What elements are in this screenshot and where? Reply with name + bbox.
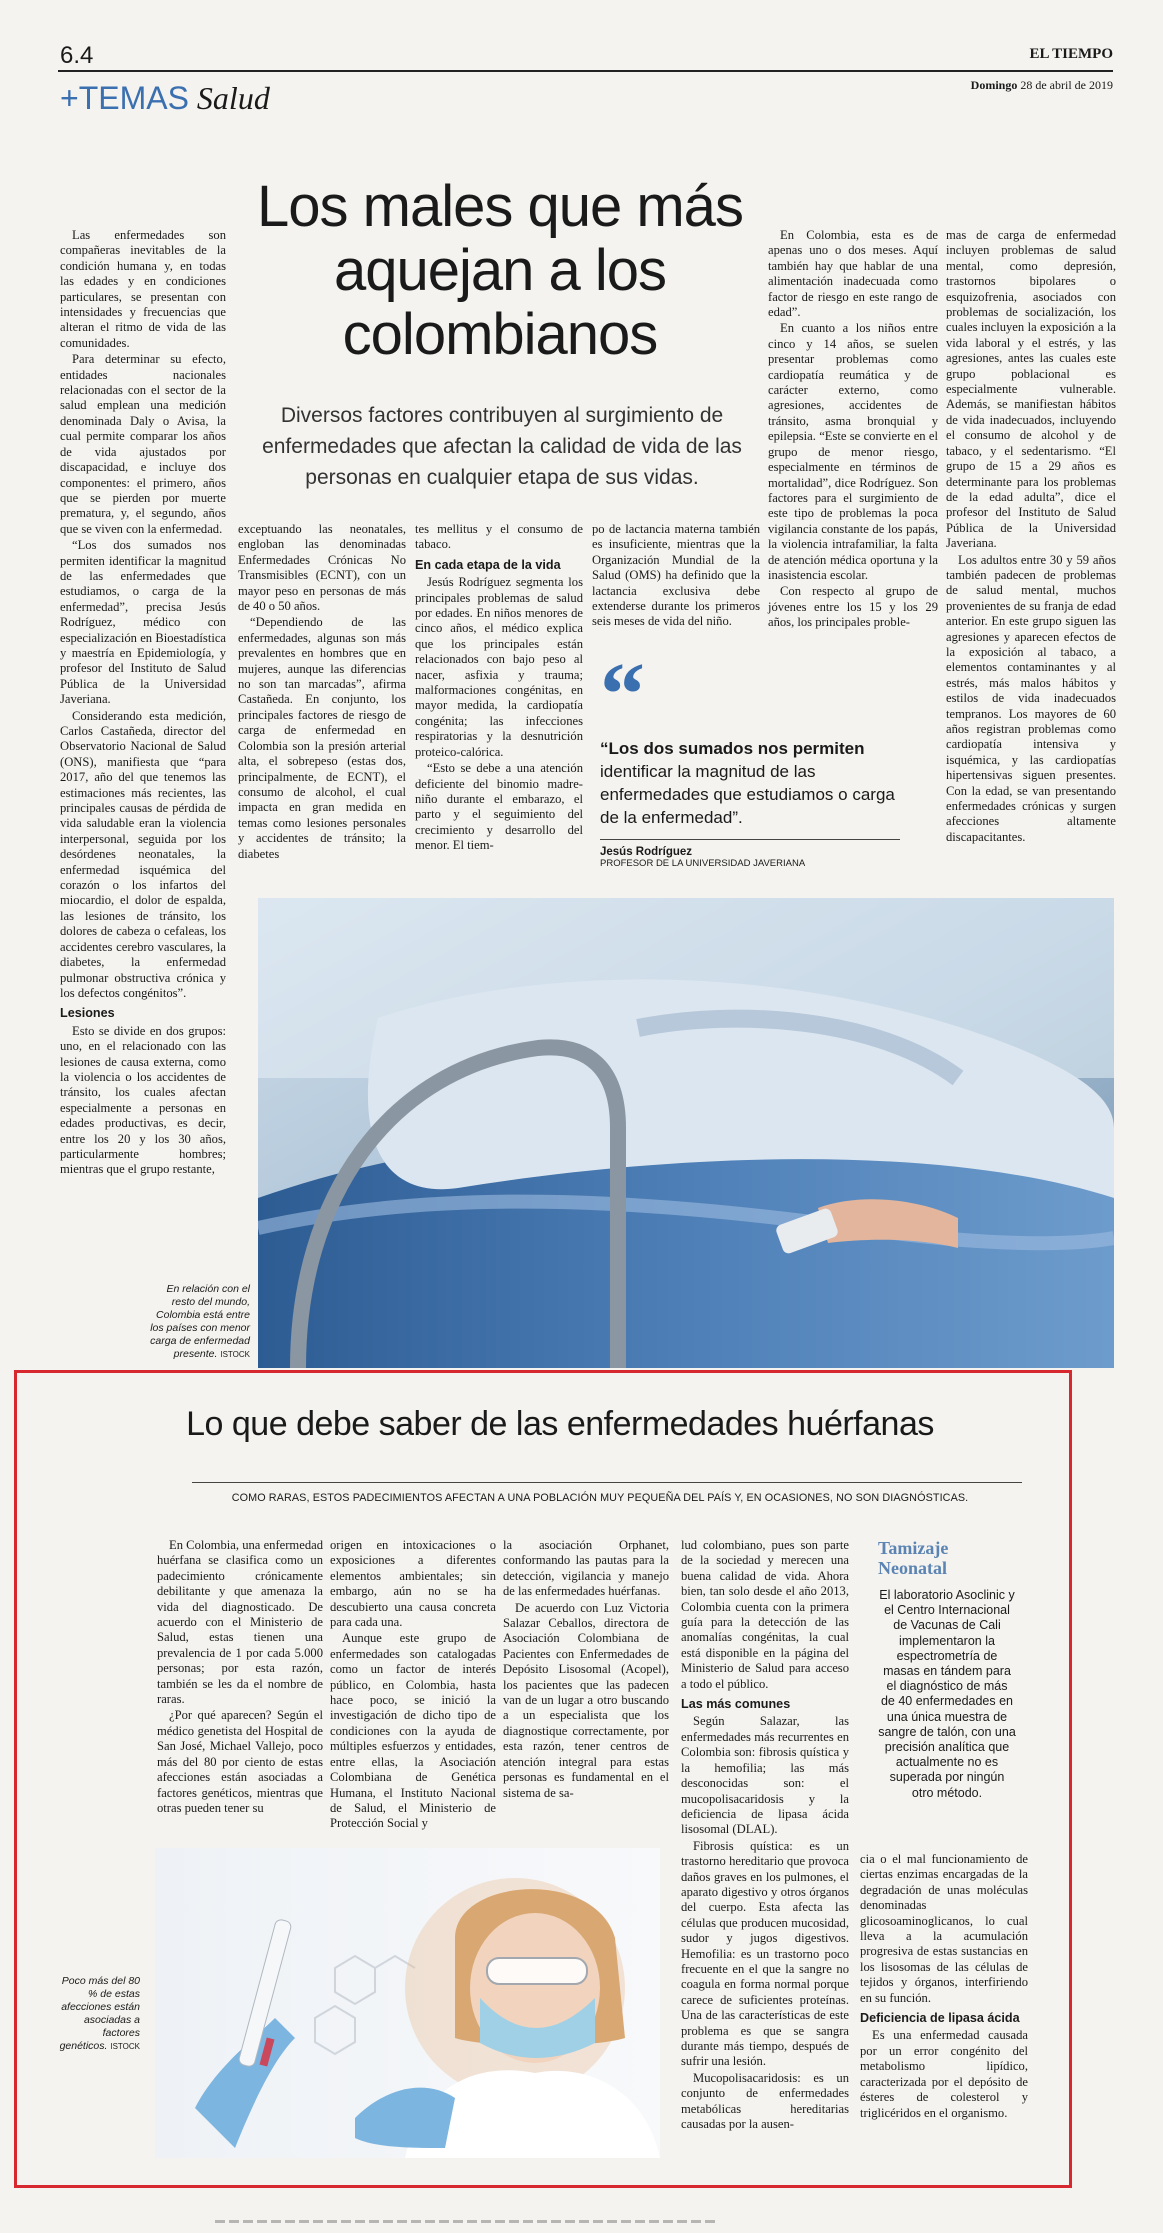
paragraph: Para determinar su efecto, entidades nacionales relacionadas con el sector de la salud emplean una medición denominada Daly o Avisa, la cual permite comparar los años de vida ajustados por discapacidad, e incluye dos componentes: el primero, años que se pierden por muerte prematura, y, el segundo, años que se viven con la enfermedad. [60, 352, 226, 536]
pull-quote [600, 645, 915, 869]
paragraph: Mucopolisacaridosis: es un conjunto de enfermedades metabólicas hereditarias causadas por la ausen- [681, 2070, 849, 2132]
paragraph: mas de carga de enfermedad incluyen problemas de salud mental, como depresión, trastornos bipolares o esquizofrenia, asociados con problemas de socialización, los cuales incluyen la exposición a la vida laboral y el estrés, y las agresiones, antes las cuales este grupo poblacional es especialmente vulnerable. Además, se manifiestan hábitos de vida inadecuados, incluyendo el consumo de alcohol y de tabaco, y el sedentarismo. “El grupo de 15 a 29 años es determinante para los problemas de la edad adulta”, dice el profesor del Instituto de Salud Pública de la Universidad Javeriana. [946, 228, 1116, 551]
subheading: En cada etapa de la vida [415, 557, 561, 572]
page-bottom-bleed [215, 2220, 715, 2223]
quote-mark-icon: “ [600, 645, 645, 744]
paragraph: cia o el mal funcionamiento de ciertas enzimas encargadas de la degradación de unas moléculas denominadas glicosoaminoglicanos, lo cual lleva a la acumulación progresiva de estas sustancias en los lisosomas de las células de tejidos y órganos, interfiriendo en su función. [860, 1852, 1028, 2005]
date-day: Domingo [970, 78, 1018, 92]
photo-caption [150, 1283, 250, 1361]
paragraph: lud colombiano, pues son parte de la sociedad y merecen una buena calidad de vida. Ahora bien, tan solo desde el año 2013, Colombia cuenta con la primera guía para la detección de las anomalías congénitas, la cual está disponible en la página del Ministerio de Salud para acceso a todo el público. [681, 1538, 849, 1691]
photo-caption [52, 1975, 140, 2053]
paragraph: exceptuando las neonatales, engloban las denominadas Enfermedades Crónicas No Transmisibles (ECNT), con un mayor peso en personas de más de 40 o 50 años. [238, 522, 406, 614]
subheading: Lesiones [60, 1006, 115, 1021]
paragraph: “Los dos sumados nos permiten identificar la magnitud de las enfermedades que estudiamos, o carga de la enfermedad”, precisa Jesús Rodríguez, médico con especialización en Bioestadística y maestría en Epidemiología, y profesor del Instituto de Salud Pública de la Universidad Javeriana. [60, 538, 226, 707]
sidebar-box [878, 1538, 1016, 1801]
paragraph: la asociación Orphanet, conformando las pautas para la detección, vigilancia y manejo de las enfermedades huérfanas. [503, 1538, 669, 1599]
paragraph: Considerando esta medición, Carlos Castañeda, director del Observatorio Nacional de Salud (ONS), manifiesta que “para 2017, año del que tenemos las estimaciones más recientes, las principales causas de pérdida de vida saludable eran la violencia interpersonal, seguida por los desórdenes neonatales, la enfermedad isquémica del corazón o los infartos del miocardio, el dolor de espalda, las lesiones de tránsito, los dolores de cabeza o cefaleas, los accidentes cerebro vasculares, la diabetes, la enfermedad pulmonar obstructiva crónica y los defectos congénitos”. [60, 708, 226, 1000]
paragraph: De acuerdo con Luz Victoria Salazar Ceballos, directora de Asociación Colombiana de Pacientes con Enfermedades de Depósito Lisosomal (Acopel), los pacientes que las padecen van de un lugar a otro buscando a un especialista que los diagnostique correctamente, por esta razón, tener centros de atención integral para estas personas es fundamental en el sistema de sa- [503, 1600, 669, 1800]
box-column-4 [681, 1538, 849, 2133]
box-deck: COMO RARAS, ESTOS PADECIMIENTOS AFECTAN A UNA POBLACIÓN MUY PEQUEÑA DEL PAÍS Y, EN OCASIONES, NO SON DIAGNÓSTICAS. [231, 1492, 969, 1504]
quote-author: Jesús Rodríguez [600, 846, 693, 858]
paragraph: Las enfermedades son compañeras inevitables de la condición humana y, en todas las edades y en condiciones particulares, se presentan con intensidades y frecuencias que alteran el ritmo de vida de las comunidades. [60, 228, 226, 350]
lab-researcher-photo [155, 1848, 660, 2158]
article-column-1 [60, 228, 226, 1179]
article-deck: Diversos factores contribuyen al surgimiento de enfermedades que afectan la calidad de vida de las personas en cualquier etapa de sus vidas. [262, 404, 742, 489]
paragraph: En Colombia, una enfermedad huérfana se clasifica como un padecimiento crónicamente debilitante y que amenaza la vida del diagnosticado. De acuerdo con el Ministerio de Salud, estas tienen una prevalencia de 1 por cada 5.000 personas; por esta razón, también se les da el nombre de raras. [157, 1538, 323, 1707]
quote-line-1: “Los dos sumados nos permiten [600, 739, 865, 758]
section-label [60, 80, 270, 117]
box-column-1 [157, 1538, 323, 1817]
paragraph: Fibrosis quística: es un trastorno hereditario que provoca daños graves en los pulmones, el aparato digestivo y otros órganos del cuerpo. Esta afecta las células que producen mucosidad, sudor y jugos digestivos. Hemofilia: es un trastorno poco frecuente en el que la sangre no coagula en forma normal porque carece de suficientes proteínas. Una de las características de este problema es que se sangra durante más tiempo, después de sufrir una lesión. [681, 1838, 849, 2069]
paragraph: “Esto se debe a una atención deficiente del binomio madre-niño durante el embarazo, el parto y el seguimiento del crecimiento y desarrollo del menor. El tiem- [415, 761, 583, 853]
article-column-2 [238, 522, 406, 863]
box-column-3 [503, 1538, 669, 1802]
paragraph: Según Salazar, las enfermedades más recurrentes en Colombia son: fibrosis quística y la hemofilia; las más desconocidas son: el mucopolisacaridosis y la deficiencia de lipasa ácida lisosomal (DLAL). [681, 1714, 849, 1837]
paragraph: Aunque este grupo de enfermedades son catalogadas como un factor de interés público, en Colombia, hasta hace poco, se inició la investigación de dicho tipo de condiciones con la ayuda de múltiples esfuerzos y entidades, entre ellas, la Asociación Colombiana de Genética Humana, el Instituto Nacional de Salud, el Ministerio de Protección Social y [330, 1631, 496, 1831]
photo-credit: ISTOCK [220, 1350, 250, 1359]
quote-role: PROFESOR DE LA UNIVERSIDAD JAVERIANA [600, 858, 806, 869]
date-line [971, 78, 1113, 93]
paragraph: Con respecto al grupo de jóvenes entre los 15 y los 29 años, los principales proble- [768, 584, 938, 630]
quote-rule [600, 839, 900, 840]
subheading: Deficiencia de lipasa ácida [860, 2011, 1020, 2026]
paragraph: Los adultos entre 30 y 59 años también padecen de problemas de salud mental, muchos provenientes de su franja de edad anterior. En este grupo siguen las agresiones y aparecen efectos de la exposición al tabaco, a elementos contaminantes y al estrés, más malos hábitos y estilos de vida inadecuados tempranos. Los mayores de 60 años registran problemas como cardiopatía intensiva y isquémica, y las cardiopatías hipertensivas siguen presentes. Con la edad, se van presentando enfermedades crónicas y surgen afecciones altamente discapacitantes. [946, 552, 1116, 844]
paragraph: po de lactancia materna también es insuficiente, mientras que la Organización Mundial de la Salud (OMS) ha definido que la lactancia exclusiva debe extenderse durante los primeros seis meses de vida del niño. [592, 522, 760, 629]
paragraph: Jesús Rodríguez segmenta los principales problemas de salud por edades. En niños menores de cinco años, el médico explica que los principales están relacionados con bajo peso al nacer, asfixia y trauma; malformaciones congénitas, en mayor medida, la cardiopatía congénita; las infecciones respiratorias y la desnutrición proteico-calórica. [415, 575, 583, 759]
article-column-3 [415, 522, 583, 855]
newspaper-name: EL TIEMPO [1029, 46, 1113, 62]
top-rule [58, 70, 1113, 72]
caption-text: En relación con el resto del mundo, Colombia está entre los países con menor carga de enfermedad presente. [150, 1283, 250, 1360]
paragraph: Es una enfermedad causada por un error congénito del metabolismo lipídico, caracterizada por el depósito de ésteres de colesterol y triglicéridos en el organismo. [860, 2028, 1028, 2120]
paragraph: origen en intoxicaciones o exposiciones a diferentes elementos ambientales; sin embargo, aún no se ha descubierto una causa concreta para cada una. [330, 1538, 496, 1630]
box-headline: Lo que debe saber de las enfermedades huérfanas [186, 1405, 934, 1443]
box-rule [192, 1482, 1022, 1483]
photo-credit: ISTOCK [110, 2042, 140, 2051]
caption-text: Poco más del 80 % de estas afecciones están asociadas a factores genéticos. [59, 1975, 140, 2052]
section-name: Salud [196, 80, 270, 116]
paragraph: En Colombia, esta es de apenas uno o dos meses. Aquí también hay que hablar de una alimentación inadecuada como factor de riesgo en este rango de edad”. [768, 228, 938, 320]
sidebar-title: Tamizaje Neonatal [878, 1538, 949, 1578]
paragraph: En cuanto a los niños entre cinco y 14 años, se suelen presentar problemas como cardiopatía reumática y de carácter externo, como agresiones, accidentes de tránsito, asma bronquial y epilepsia. “Este se convierte en el grupo de menor riesgo, especialmente en términos de mortalidad”, dice Rodríguez. Son factores para el surgimiento de este tipo de problemas la poca vigilancia constante de los papás, la violencia intrafamiliar, la falta de atención médica oportuna y la inasistencia escolar. [768, 321, 938, 582]
article-column-5 [768, 228, 938, 632]
paragraph: tes mellitus y el consumo de tabaco. [415, 522, 583, 552]
article-column-4 [592, 522, 760, 631]
plus-icon: + [60, 80, 79, 116]
paragraph: ¿Por qué aparecen? Según el médico genetista del Hospital de San José, Michael Vallejo, poco más del 80 por ciento de estas afecciones están asociadas a factores genéticos, mientras que otras pueden tener su [157, 1708, 323, 1815]
quote-text [600, 737, 915, 829]
box-column-2 [330, 1538, 496, 1833]
page-number: 6.4 [60, 42, 94, 69]
quote-line-2: identificar la magnitud de las enfermedades que estudiamos o carga de la enfermedad”. [600, 762, 895, 827]
paragraph: “Dependiendo de las enfermedades, algunas son más prevalentes en hombres que en mujeres, aunque las diferencias no son tan marcadas”, afirma Castañeda. En conjunto, los principales factores de riesgo de carga de enfermedad en Colombia son la presión arterial alta, el sobrepeso (estas dos, principalmente, de ECNT), el consumo de alcohol, el cual impacta en gran medida en temas como lesiones personales y accidentes de tránsito; la diabetes [238, 615, 406, 861]
paragraph: Esto se divide en dos grupos: uno, en el relacionado con las lesiones de causa externa, como la violencia o los accidentes de tránsito, los cuales afectan especialmente a personas en edades productivas, es decir, entre los 20 y los 30 años, particularmente hombres; mientras que el grupo restante, [60, 1023, 226, 1177]
section-temas: TEMAS [78, 80, 189, 116]
article-column-6 [946, 228, 1116, 846]
sidebar-body: El laboratorio Asoclinic y el Centro Internacional de Vacunas de Cali implementaron la espectrometría de masas en tándem para el diagnóstico de más de 40 enfermedades en una única muestra de sangre de talón, con una precisión analítica que actualmente no es superada por ningún otro método. [878, 1588, 1016, 1800]
hospital-patient-photo [258, 898, 1114, 1368]
box-column-5 [860, 1852, 1028, 2122]
date-rest: 28 de abril de 2019 [1020, 78, 1113, 92]
subheading: Las más comunes [681, 1697, 791, 1712]
article-headline: Los males que más aquejan a los colombianos [257, 174, 743, 367]
